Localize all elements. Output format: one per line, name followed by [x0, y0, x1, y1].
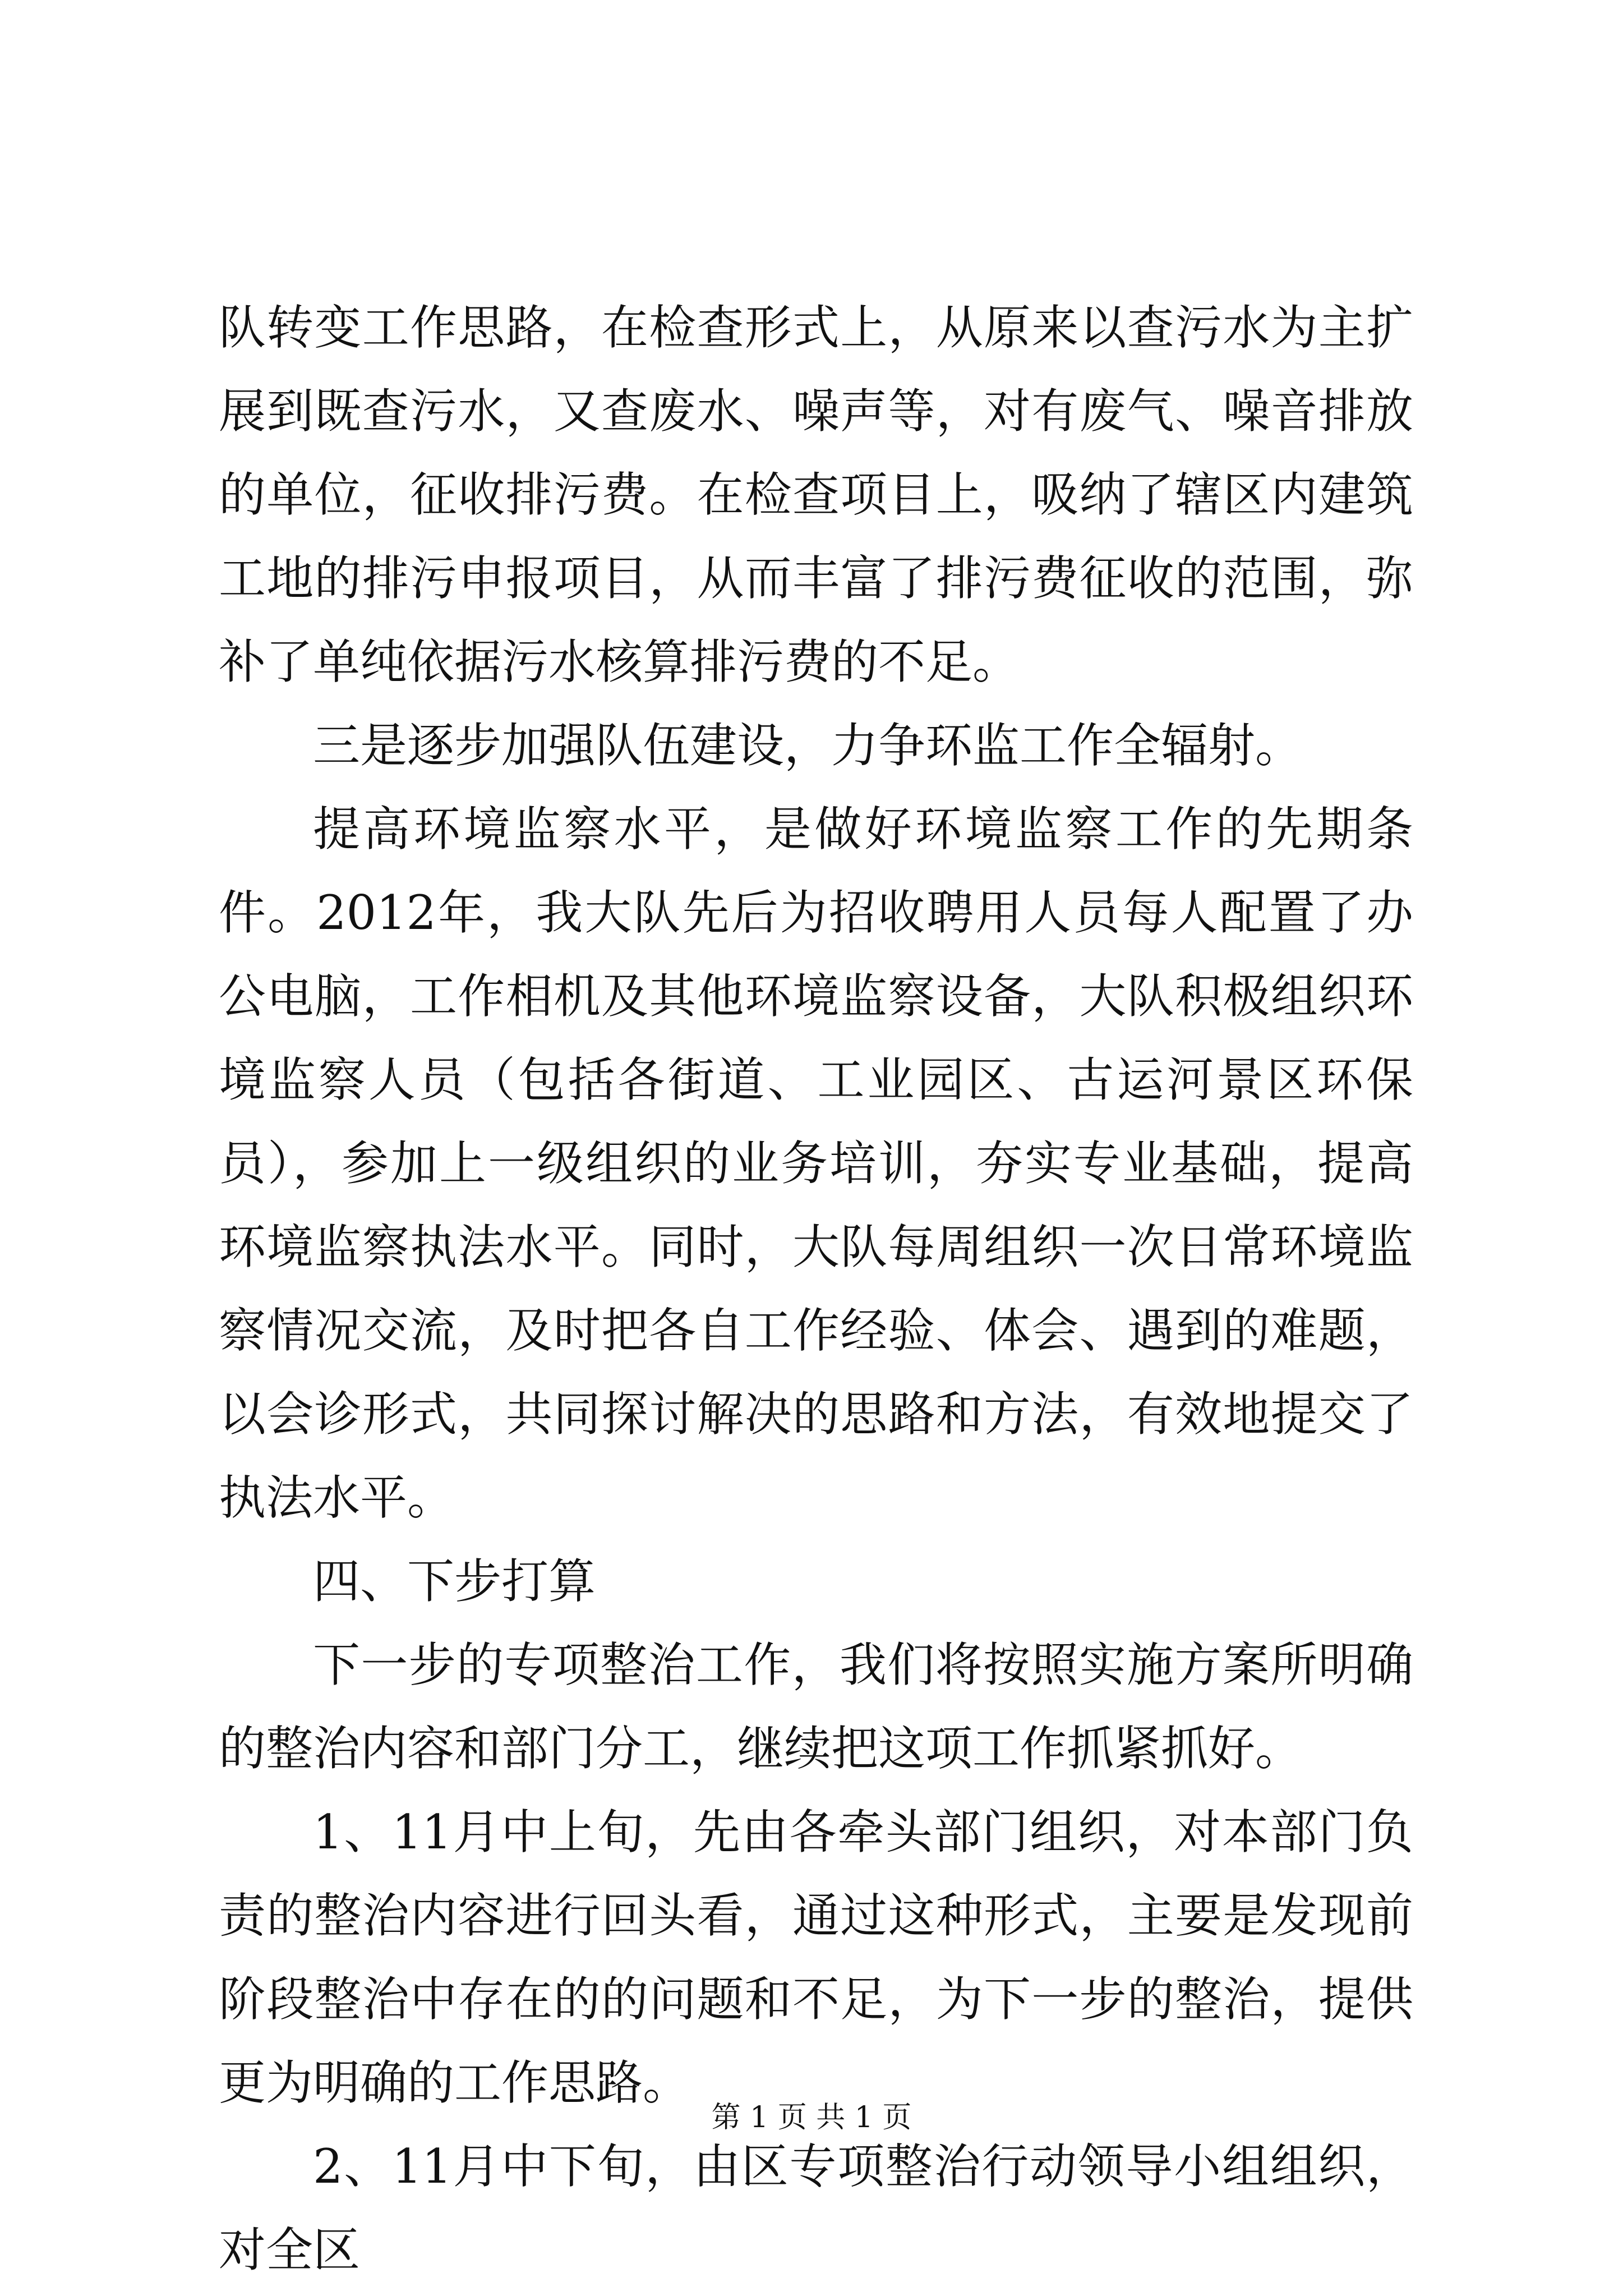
paragraph-2: 三是逐步加强队伍建设，力争环监工作全辐射。 [313, 718, 1303, 773]
paragraph-1: 队转变工作思路，在检查形式上，从原来以查污水为主扩展到既查污水，又查废水、噪声等，对有废气、噪音排放的单位，征收排污费。在检查项目上，吸纳了辖区内建筑工地的排污申报项目，从而丰富了排污费征收的范围，弥补了单纯依据污水核算排污费的不足。 [219, 300, 1413, 689]
paragraph-7: 2、11月中下旬，由区专项整治行动领导小组组织，对全区 [219, 2139, 1413, 2277]
paragraph-6: 1、11月中上旬，先由各牵头部门组织，对本部门负责的整治内容进行回头看，通过这种形式，主要是发现前阶段整治中存在的的问题和不足，为下一步的整治，提供更为明确的工作思路。 [219, 1805, 1413, 2110]
document-body [219, 286, 1413, 2292]
paragraph-5: 下一步的专项整治工作，我们将按照实施方案所明确的整治内容和部门分工，继续把这项工作抓紧抓好。 [219, 1637, 1413, 1776]
section-heading-next-steps: 四、下步打算 [313, 1554, 596, 1609]
paragraph-3: 提高环境监察水平，是做好环境监察工作的先期条件。2012年，我大队先后为招收聘用人员每人配置了办公电脑，工作相机及其他环境监察设备，大队积极组织环境监察人员（包括各街道、工业园区、古运河景区环保员），参加上一级组织的业务培训，夯实专业基础，提高环境监察执法水平。同时，大队每周组织一次日常环境监察情况交流，及时把各自工作经验、体会、遇到的难题，以会诊形式，共同探讨解决的思路和方法，有效地提交了执法水平。 [219, 802, 1413, 1525]
page-footer: 第 1 页 共 1 页 [711, 2101, 912, 2134]
